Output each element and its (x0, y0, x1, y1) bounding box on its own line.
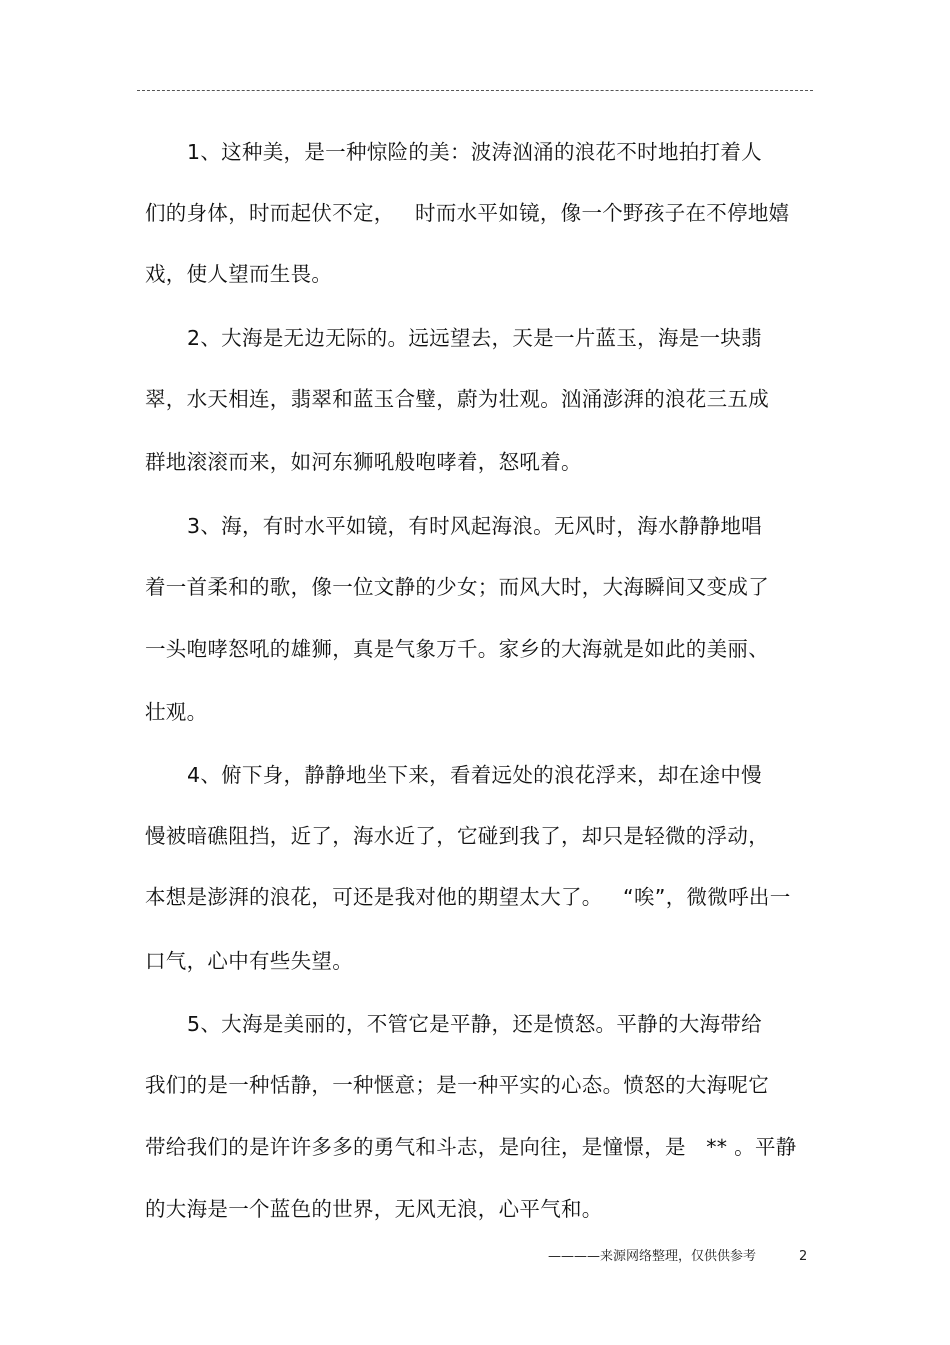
paragraph-5-line-2: 我们的是一种恬静，一种惬意；是一种平实的心态。愤怒的大海呢它 (145, 1073, 769, 1097)
paragraph-4-line-1: 4、俯下身，静静地坐下来，看着远处的浪花浮来，却在途中慢 (187, 763, 762, 787)
paragraph-2-line-2: 翠，水天相连，翡翠和蓝玉合璧，蔚为壮观。汹涌澎湃的浪花三五成 (145, 387, 769, 411)
footer-source-note: ————来源网络整理，仅供供参考 (548, 1249, 757, 1264)
footer-page-number: 2 (799, 1249, 808, 1264)
paragraph-5-line-1: 5、大海是美丽的，不管它是平静，还是愤怒。平静的大海带给 (187, 1012, 762, 1036)
paragraph-2-line-1: 2、大海是无边无际的。远远望去，天是一片蓝玉，海是一块翡 (187, 326, 762, 350)
paragraph-4-line-2: 慢被暗礁阻挡，近了，海水近了，它碰到我了，却只是轻微的浮动， (145, 824, 769, 848)
paragraph-2-line-3: 群地滚滚而来，如河东狮吼般咆哮着，怒吼着。 (145, 450, 582, 474)
paragraph-3-line-1: 3、海，有时水平如镜，有时风起海浪。无风时，海水静静地唱 (187, 514, 762, 538)
paragraph-1-line-1: 1、这种美，是一种惊险的美：波涛汹涌的浪花不时地拍打着人 (187, 140, 762, 164)
paragraph-1-line-3: 戏，使人望而生畏。 (145, 262, 333, 286)
paragraph-4-line-3: 本想是澎湃的浪花，可还是我对他的期望太大了。 “唉”，微微呼出一 (145, 885, 791, 909)
paragraph-5-line-4: 的大海是一个蓝色的世界，无风无浪，心平气和。 (145, 1197, 603, 1221)
paragraph-3-line-2: 着一首柔和的歌，像一位文静的少女；而风大时，大海瞬间又变成了 (145, 575, 769, 599)
paragraph-3-line-4: 壮观。 (145, 700, 208, 724)
paragraph-5-line-3: 带给我们的是许许多多的勇气和斗志，是向往，是憧憬，是 ** 。平静 (145, 1135, 797, 1159)
paragraph-1-line-2: 们的身体，时而起伏不定， 时而水平如镜，像一个野孩子在不停地嬉 (145, 201, 790, 225)
paragraph-4-line-4: 口气，心中有些失望。 (145, 949, 353, 973)
header-rule (137, 90, 813, 91)
paragraph-3-line-3: 一头咆哮怒吼的雄狮，真是气象万千。家乡的大海就是如此的美丽、 (145, 637, 769, 661)
